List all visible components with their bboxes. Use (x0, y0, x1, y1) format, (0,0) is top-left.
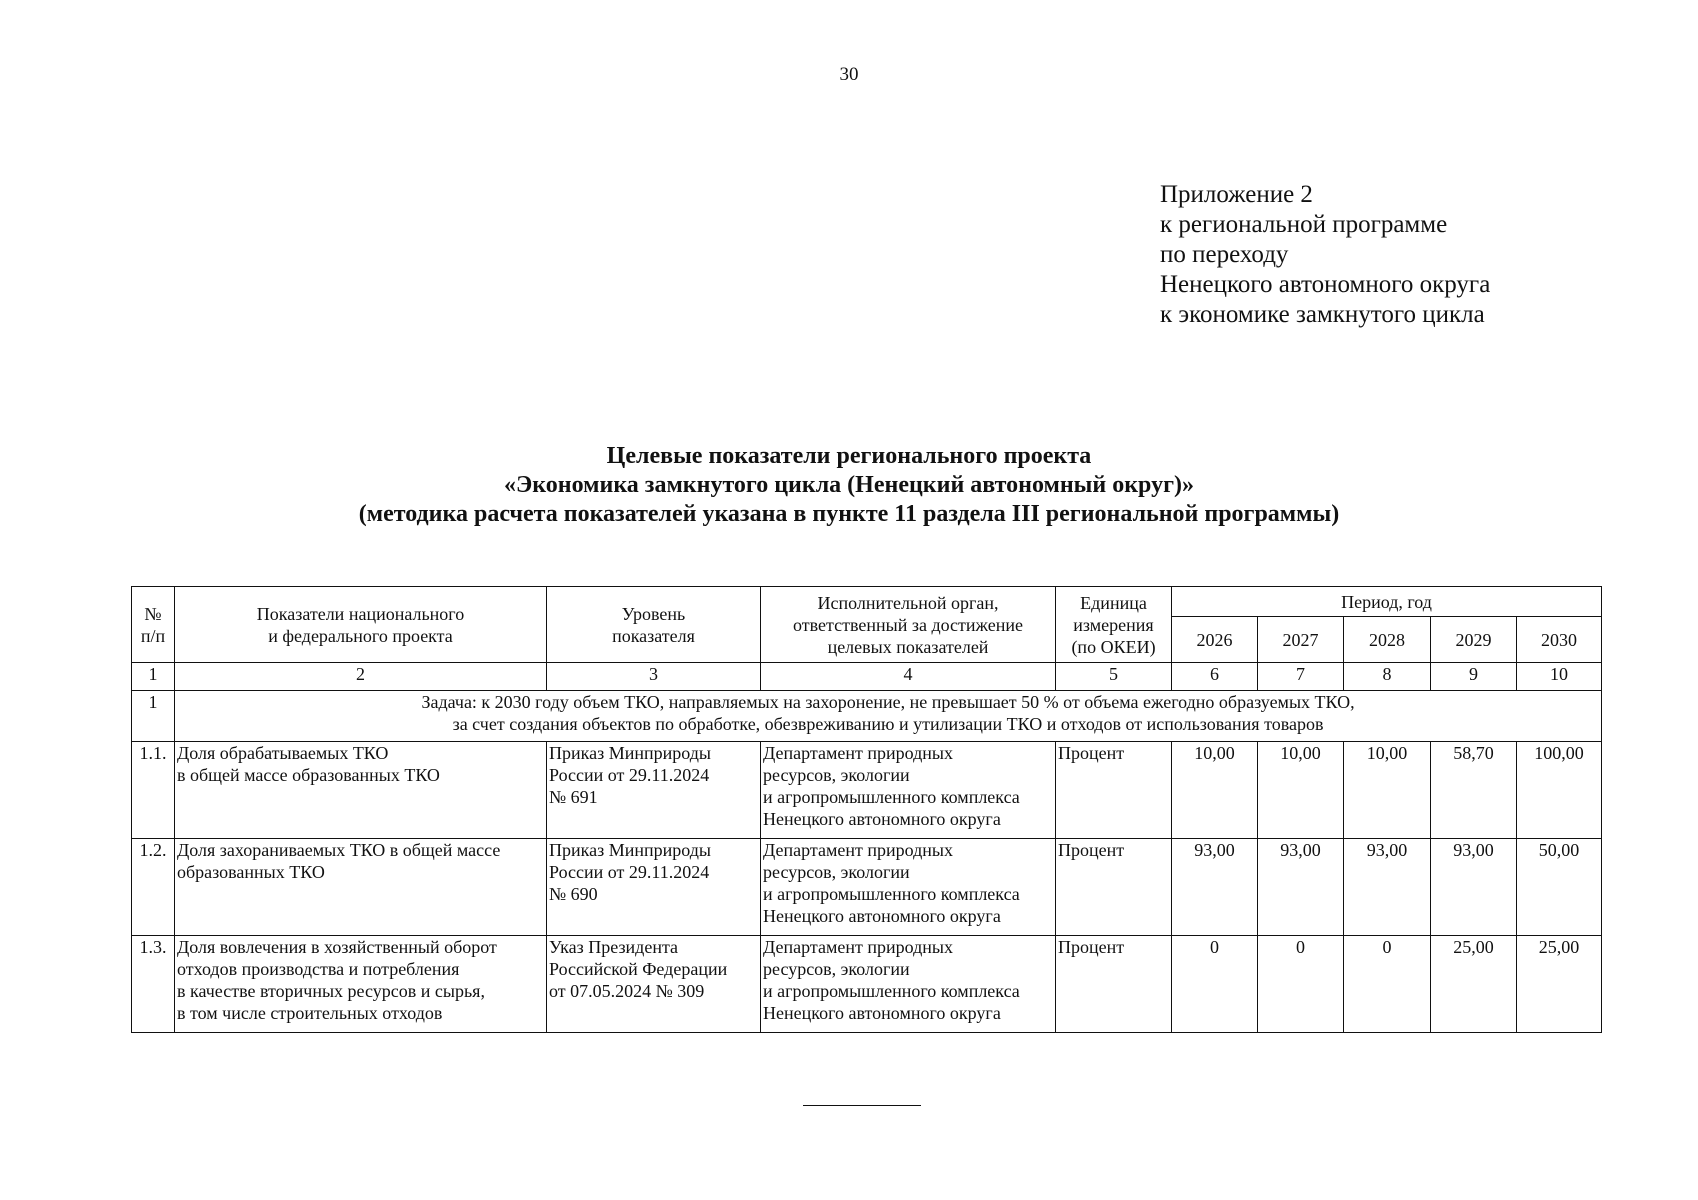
indicator-line: в том числе строительных отходов (177, 1003, 443, 1023)
header-year: 2026 (1172, 617, 1258, 663)
header-indicator (175, 587, 547, 663)
header-period: Период, год (1172, 587, 1602, 617)
footer-divider (803, 1105, 921, 1106)
level-line: № 691 (549, 787, 598, 807)
title-line: (методика расчета показателей указана в пункте 11 раздела III региональной программы) (358, 501, 1340, 527)
executor-line: Департамент природных (763, 743, 953, 763)
row-indicator (175, 839, 547, 936)
column-number: 9 (1431, 663, 1517, 691)
appendix-line: по переходу (1160, 241, 1289, 268)
row-executor (761, 839, 1056, 936)
appendix-line: Ненецкого автономного округа (1160, 271, 1491, 298)
row-level (547, 936, 761, 1033)
executor-line: Департамент природных (763, 937, 953, 957)
appendix-line: Приложение 2 (1160, 181, 1313, 208)
executor-line: и агропромышленного комплекса (763, 787, 1020, 807)
indicator-line: в качестве вторичных ресурсов и сырья, (177, 981, 485, 1001)
table-row (132, 742, 1602, 839)
level-line: России от 29.11.2024 (549, 765, 710, 785)
level-line: Приказ Минприроды (549, 743, 711, 763)
task-line: Задача: к 2030 году объем ТКО, направляемых на захоронение, не превышает 50 % от объема ежегодно образуемых ТКО, (421, 692, 1355, 712)
executor-line: и агропромышленного комплекса (763, 981, 1020, 1001)
row-value-2028: 10,00 (1344, 742, 1431, 839)
header-year: 2027 (1258, 617, 1344, 663)
executor-line: ресурсов, экологии (763, 765, 910, 785)
row-value-2028: 93,00 (1344, 839, 1431, 936)
row-num: 1.1. (132, 742, 175, 839)
header-unit-line: (по ОКЕИ) (1071, 636, 1156, 657)
row-unit: Процент (1056, 839, 1172, 936)
row-value-2030: 100,00 (1517, 742, 1602, 839)
row-level (547, 742, 761, 839)
task-num: 1 (132, 691, 175, 742)
row-unit: Процент (1056, 742, 1172, 839)
level-line: России от 29.11.2024 (549, 862, 710, 882)
header-level-line: показателя (612, 625, 695, 646)
indicator-line: Доля вовлечения в хозяйственный оборот (177, 937, 497, 957)
row-value-2028: 0 (1344, 936, 1431, 1033)
column-number: 4 (761, 663, 1056, 691)
column-number: 3 (547, 663, 761, 691)
indicator-line: отходов производства и потребления (177, 959, 460, 979)
indicator-line: Доля захораниваемых ТКО в общей массе (177, 840, 501, 860)
header-year: 2028 (1344, 617, 1431, 663)
row-executor (761, 742, 1056, 839)
header-year: 2029 (1431, 617, 1517, 663)
header-num-line: п/п (140, 625, 166, 646)
row-value-2026: 0 (1172, 936, 1258, 1033)
header-executor (761, 587, 1056, 663)
header-unit (1056, 587, 1172, 663)
header-num (132, 587, 175, 663)
row-value-2026: 93,00 (1172, 839, 1258, 936)
task-row (132, 691, 1602, 742)
indicator-line: Доля обрабатываемых ТКО (177, 743, 389, 763)
appendix-note (1160, 180, 1580, 330)
executor-line: и агропромышленного комплекса (763, 884, 1020, 904)
task-text (175, 691, 1602, 742)
row-num: 1.2. (132, 839, 175, 936)
row-indicator (175, 936, 547, 1033)
header-executor-line: ответственный за достижение (793, 614, 1023, 635)
executor-line: ресурсов, экологии (763, 959, 910, 979)
row-value-2027: 10,00 (1258, 742, 1344, 839)
level-line: Российской Федерации (549, 959, 728, 979)
level-line: Указ Президента (549, 937, 679, 957)
executor-line: ресурсов, экологии (763, 862, 910, 882)
row-value-2029: 58,70 (1431, 742, 1517, 839)
column-number: 7 (1258, 663, 1344, 691)
row-value-2030: 25,00 (1517, 936, 1602, 1033)
row-value-2030: 50,00 (1517, 839, 1602, 936)
level-line: № 690 (549, 884, 598, 904)
executor-line: Ненецкого автономного округа (763, 809, 1001, 829)
executor-line: Ненецкого автономного округа (763, 1003, 1001, 1023)
target-indicators-table (131, 586, 1602, 1033)
header-level (547, 587, 761, 663)
row-value-2027: 93,00 (1258, 839, 1344, 936)
document-title (0, 442, 1698, 529)
header-unit-line: Единица (1080, 592, 1147, 613)
level-line: от 07.05.2024 № 309 (549, 981, 705, 1001)
header-executor-line: Исполнительной орган, (817, 592, 999, 613)
header-executor-line: целевых показателей (827, 636, 989, 657)
column-number: 1 (132, 663, 175, 691)
table-row (132, 839, 1602, 936)
header-unit-line: измерения (1073, 614, 1154, 635)
column-numbers-row (132, 663, 1602, 691)
column-number: 5 (1056, 663, 1172, 691)
row-num: 1.3. (132, 936, 175, 1033)
row-executor (761, 936, 1056, 1033)
header-num-line: № (144, 603, 162, 624)
row-unit: Процент (1056, 936, 1172, 1033)
indicator-line: в общей массе образованных ТКО (177, 765, 440, 785)
level-line: Приказ Минприроды (549, 840, 711, 860)
header-year: 2030 (1517, 617, 1602, 663)
row-value-2029: 93,00 (1431, 839, 1517, 936)
executor-line: Ненецкого автономного округа (763, 906, 1001, 926)
column-number: 6 (1172, 663, 1258, 691)
title-line: Целевые показатели регионального проекта (606, 443, 1092, 469)
header-indicator-line: Показатели национального (256, 603, 465, 624)
title-line: «Экономика замкнутого цикла (Ненецкий автономный округ)» (504, 472, 1194, 498)
row-value-2026: 10,00 (1172, 742, 1258, 839)
appendix-line: к экономике замкнутого цикла (1160, 301, 1485, 328)
header-indicator-line: и федерального проекта (268, 625, 453, 646)
appendix-line: к региональной программе (1160, 211, 1448, 238)
row-level (547, 839, 761, 936)
table-row (132, 936, 1602, 1033)
task-line: за счет создания объектов по обработке, обезвреживанию и утилизации ТКО и отходов от использования товаров (452, 714, 1324, 734)
column-number: 10 (1517, 663, 1602, 691)
row-value-2027: 0 (1258, 936, 1344, 1033)
row-indicator (175, 742, 547, 839)
indicator-line: образованных ТКО (177, 862, 325, 882)
executor-line: Департамент природных (763, 840, 953, 860)
row-value-2029: 25,00 (1431, 936, 1517, 1033)
header-level-line: Уровень (621, 603, 686, 624)
column-number: 8 (1344, 663, 1431, 691)
column-number: 2 (175, 663, 547, 691)
page-number: 30 (839, 64, 859, 85)
